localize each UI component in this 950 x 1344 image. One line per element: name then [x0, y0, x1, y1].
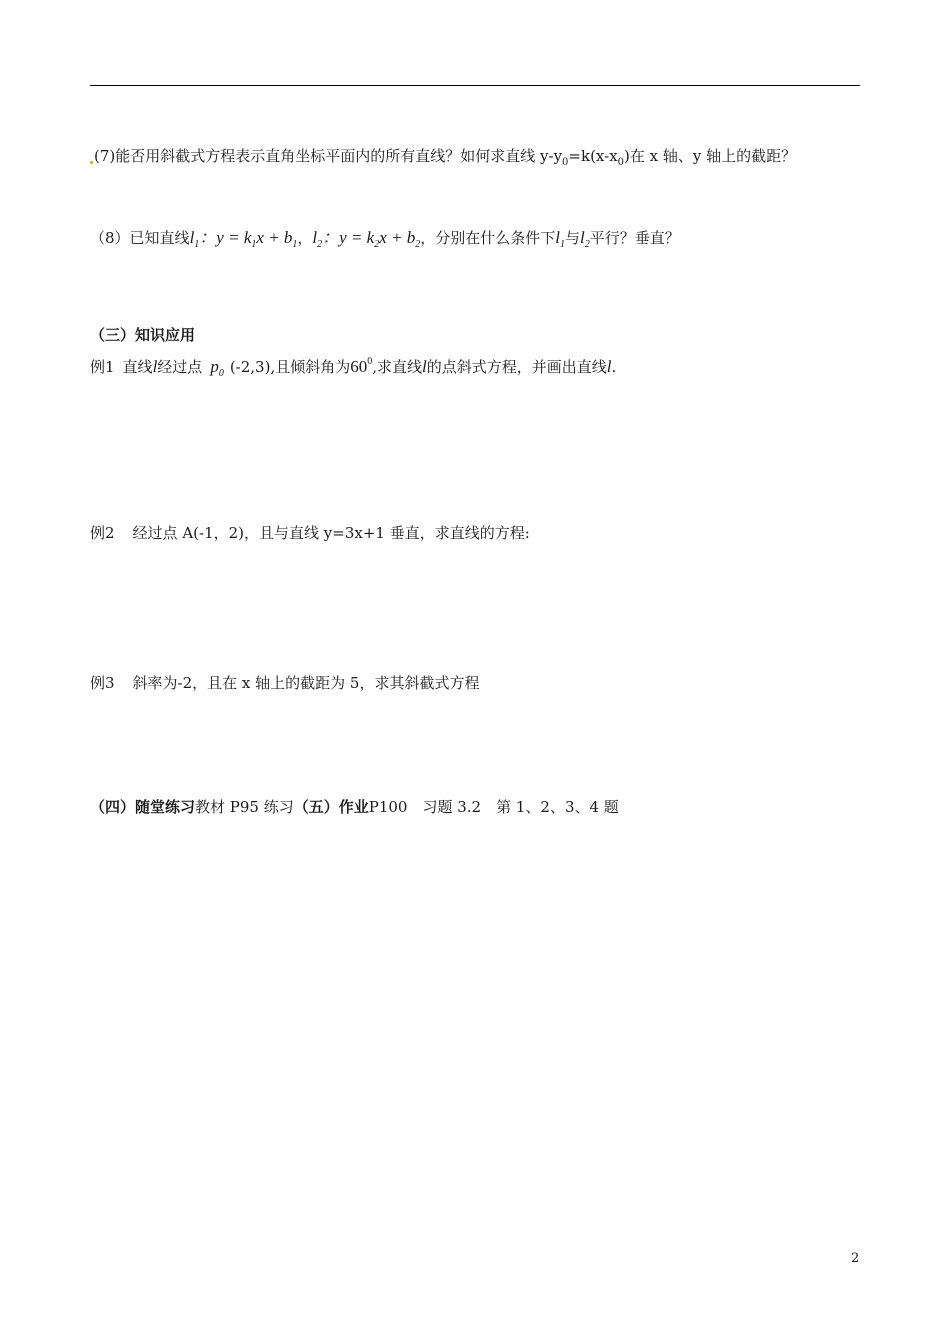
ex1-point-p0: $p_0$: [210, 357, 224, 379]
ref-l2: $l_2$: [580, 228, 590, 250]
ex1-end: .: [611, 358, 617, 376]
ex1-line-l: l: [152, 357, 158, 376]
ref-l1: $l_1$: [555, 228, 565, 250]
q8-condition: ，分别在什么条件下: [420, 229, 556, 247]
ex3-label: 例3: [90, 674, 115, 692]
q7-text-b: =k(x-x: [568, 147, 618, 165]
q8-and: 与: [564, 229, 580, 247]
header-rule: [90, 85, 860, 86]
ex1-text-3: ,求直线: [372, 358, 422, 376]
section-4-heading: （四）随堂练习: [90, 798, 196, 816]
q7-number: (7): [94, 147, 116, 165]
question-7: [90, 146, 796, 173]
q8-intro: 已知直线: [129, 229, 190, 247]
sections-4-5: [90, 797, 619, 817]
ex1-text-4: 的点斜式方程，并画出直线: [426, 358, 607, 376]
example-3: [90, 673, 479, 693]
ex1-label: 例1: [90, 358, 115, 376]
example-1: [90, 352, 616, 384]
q8-tail: 平行？垂直？: [589, 229, 680, 247]
line-l1-equation: ：$y = k_1x + b_1$: [199, 228, 298, 250]
line-l2-equation: ：$y = k_2x + b_2$: [322, 228, 421, 250]
ex1-line-l-2: l: [422, 357, 427, 376]
edit-mark: [90, 161, 93, 164]
q7-text-c: )在 x 轴、y 轴上的截距？: [624, 147, 797, 165]
q7-text: 能否用斜截式方程表示直角坐标平面内的所有直线？如何求直线 y-y: [115, 147, 563, 165]
ex1-angle: $60^0$: [350, 356, 373, 376]
line-l2: $l_2$: [312, 228, 323, 250]
question-8: [90, 228, 680, 255]
ex3-text: 斜率为-2，且在 x 轴上的截距为 5，求其斜截式方程: [132, 674, 480, 692]
q7-subscript-b: 0: [617, 157, 625, 168]
q8-number: （8）: [90, 229, 130, 247]
ex2-text: 经过点 A(-1，2)，且与直线 y=3x+1 垂直，求直线的方程:: [132, 524, 530, 542]
ex1-text-1: 直线: [122, 358, 153, 376]
q7-subscript: 0: [562, 157, 569, 168]
example-2: [90, 523, 530, 543]
q8-comma: ，: [297, 229, 313, 247]
ex1-coords: (-2,3),且倾斜角为: [229, 358, 351, 376]
line-l1: $l_1$: [189, 228, 200, 250]
section-3-heading: （三）知识应用: [90, 326, 196, 344]
section-5-heading: （五）作业: [293, 798, 369, 816]
ex2-label: 例2: [90, 524, 115, 542]
homework-text: P100 习题 3.2 第 1、2、3、4 题: [368, 798, 619, 816]
practice-text: 教材 P95 练习: [195, 798, 294, 816]
ex1-line-l-3: l: [606, 357, 612, 376]
ex1-text-2: 经过点: [157, 358, 203, 376]
page-number: 2: [851, 1251, 860, 1266]
